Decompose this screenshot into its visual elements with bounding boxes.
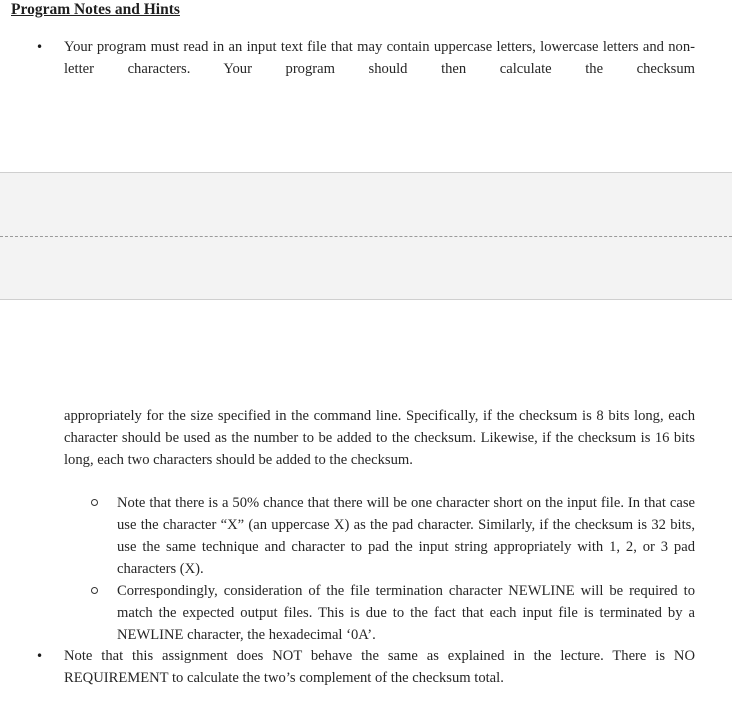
bullet-1-text-part-b: appropriately for the size specified in the command line. Specifically, if the checksum is 8 bits long, each character should be used as the number to be added to the checksum. Likewise, if the checksum is 16 bits long, each two characters should be added to the checksum. <box>64 408 695 468</box>
sub-bullet-2-text: Correspondingly, consideration of the file termination character NEWLINE will be required to match the expected output files. This is due to the fact that each input file is terminated by a NEWLINE character, the hexadecimal ‘0A’. <box>117 583 695 643</box>
sub-bullet-marker <box>91 499 98 506</box>
bullet-2-text: Note that this assignment does NOT behave the same as explained in the lecture. There is NO REQUIREMENT to calculate the two’s complement of the checksum total. <box>64 648 695 686</box>
sub-bullet-1-text: Note that there is a 50% chance that there will be one character short on the input file. In that case use the character “X” (an uppercase X) as the pad character. Similarly, if the checksum is 32 bits, use the same technique and character to pad the input string appropriately with 1, 2, or 3 pad characters (X). <box>117 495 695 577</box>
bullet-1-text-part-a: Your program must read in an input text file that may contain uppercase letters, lowercase letters and non-letter characters. Your program should then calculate the checksum <box>64 39 695 77</box>
page-break-gap <box>0 172 732 300</box>
bullet-marker: • <box>36 40 44 54</box>
bullet-marker: • <box>36 649 44 663</box>
sub-bullet-marker <box>91 587 98 594</box>
page-break-line <box>0 236 732 237</box>
section-heading: Program Notes and Hints <box>11 1 180 18</box>
